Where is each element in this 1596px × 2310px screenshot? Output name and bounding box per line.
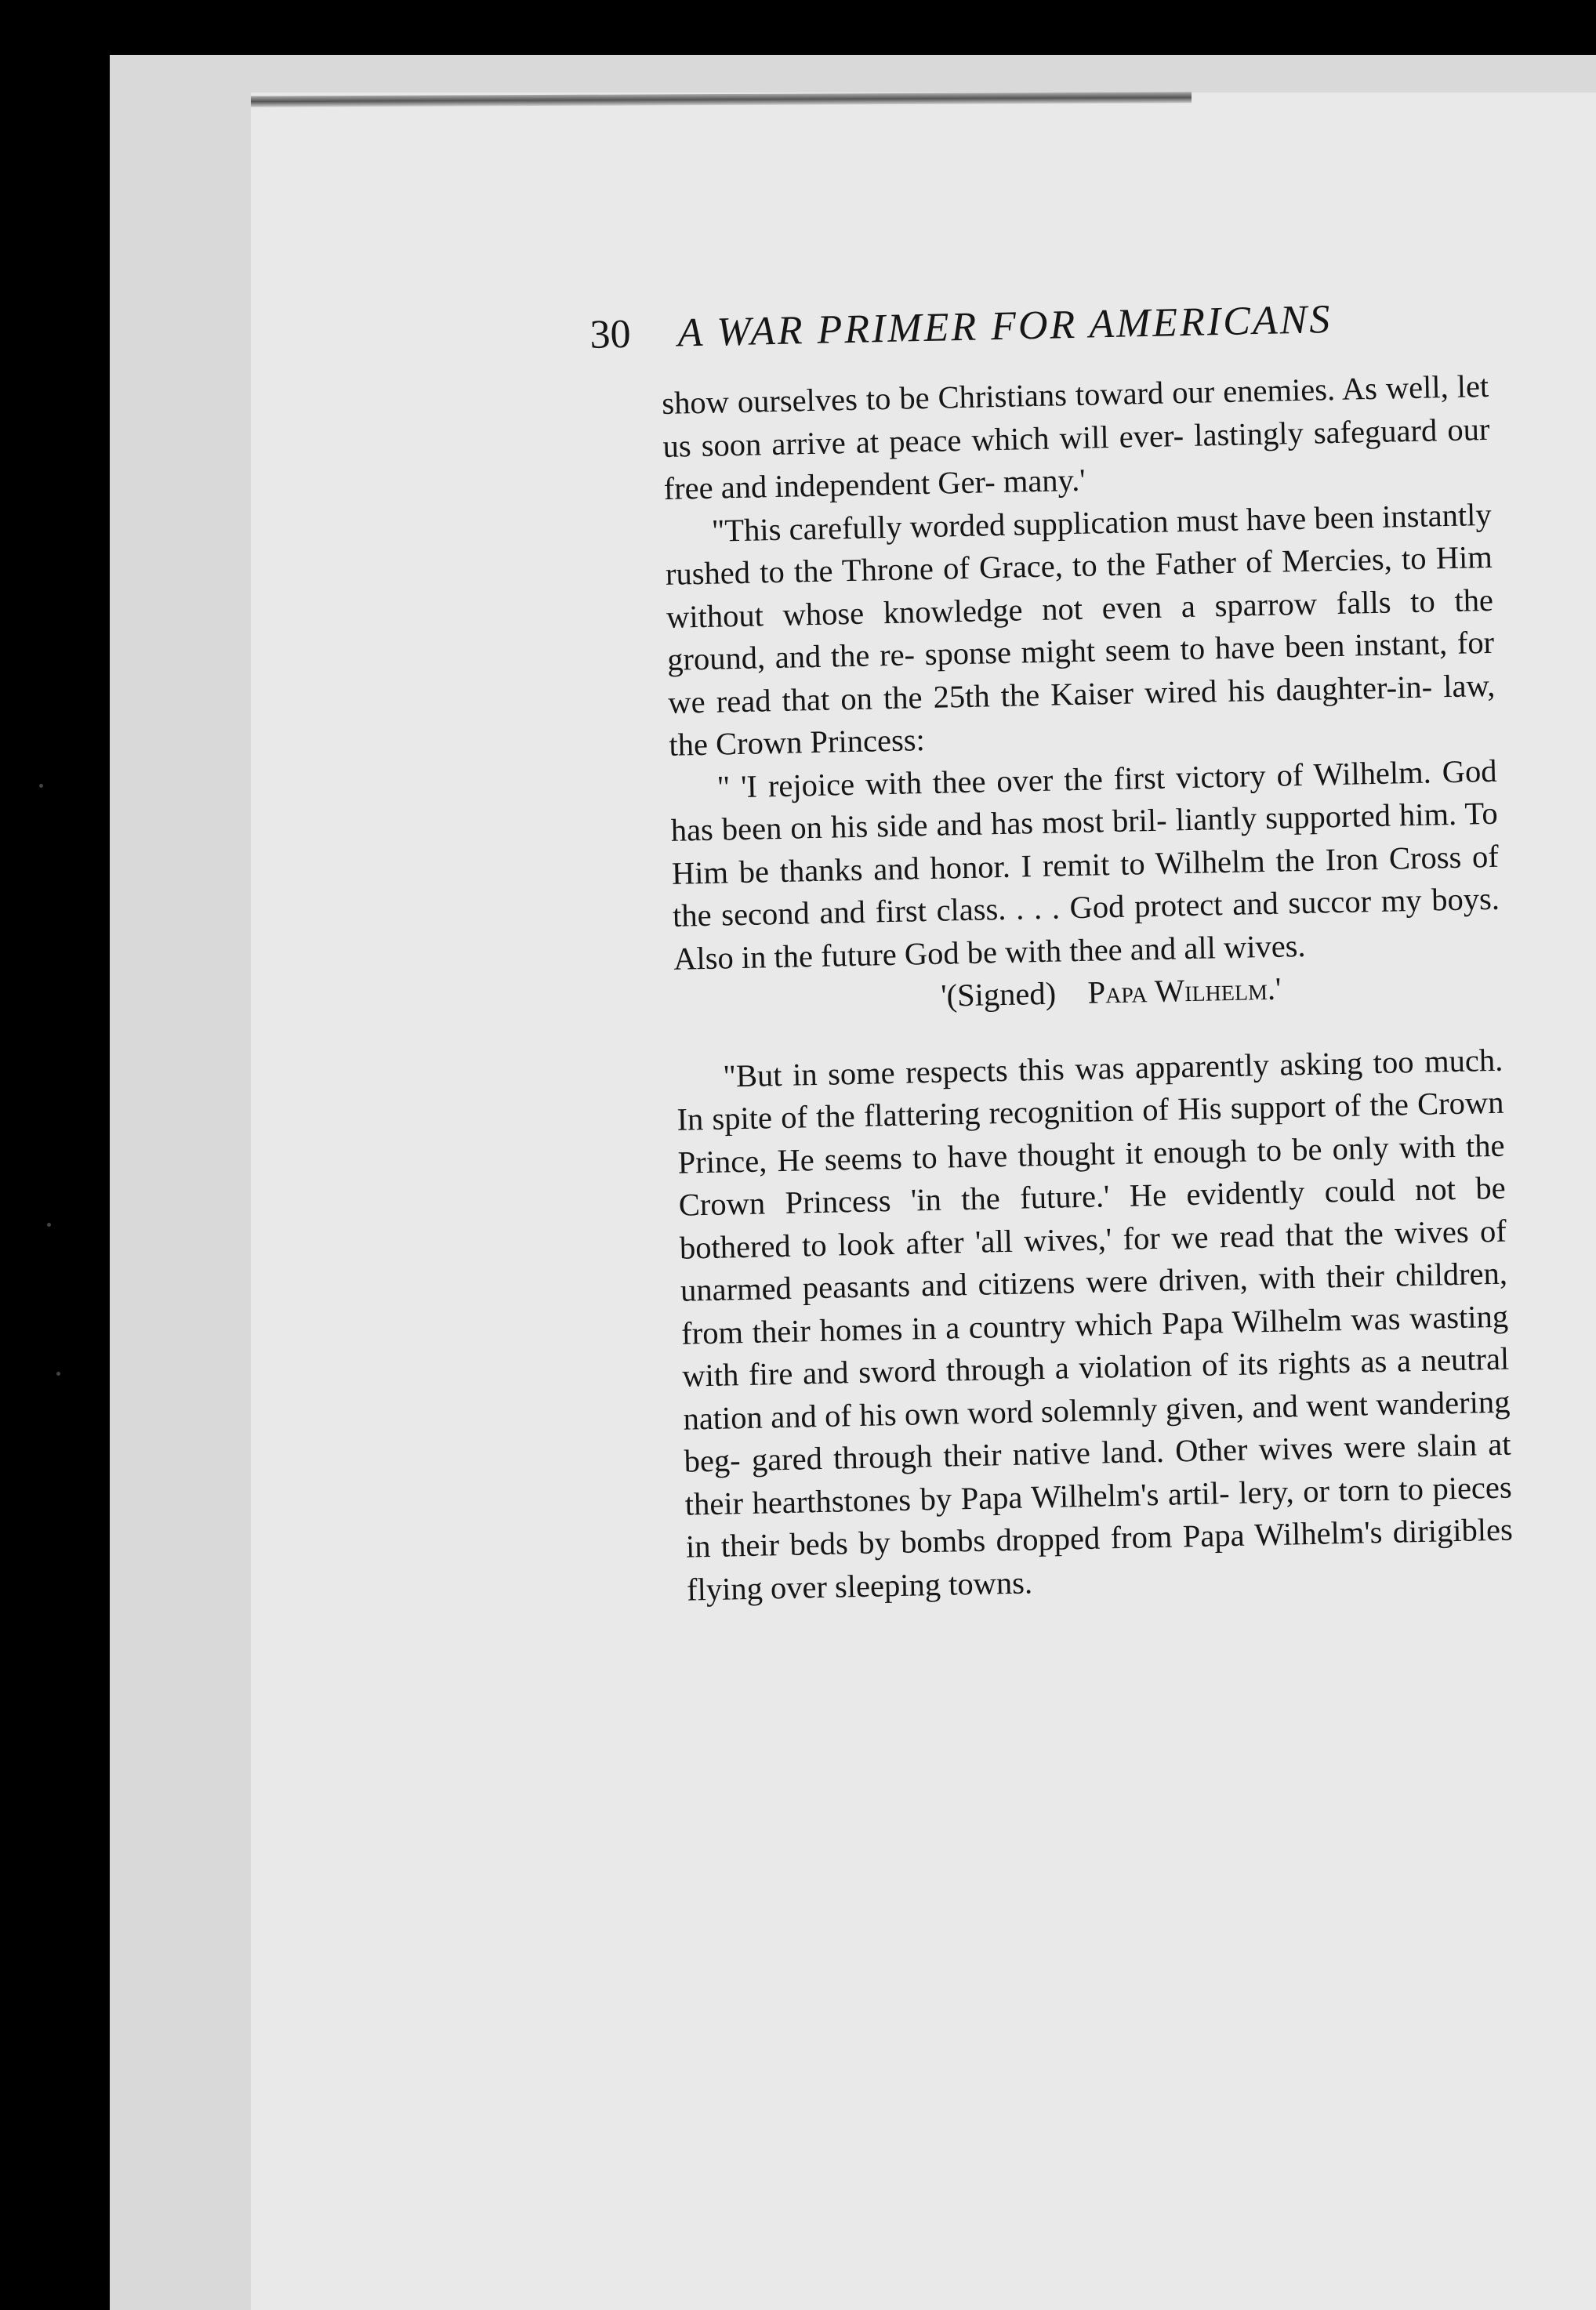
paragraph-telegram: " 'I rejoice with thee over the first victory of Wilhelm. God has been on his side and has most bril- liantly supported him. To Him be thanks and honor. I remit to Wilhelm the Iron Cross of the second and first class. . . . God protect and succor my boys. Also in the future God be with thee and all wives. (670, 752, 1500, 977)
scan-speck (47, 1223, 51, 1227)
running-title: A WAR PRIMER FOR AMERICANS (676, 297, 1333, 356)
paragraph-continuation: show ourselves to be Christians toward our enemies. As well, let us soon arrive at peace which will ever- lastingly safeguard our free and independent Ger- many.' (661, 368, 1490, 506)
scan-speck (39, 784, 43, 788)
signature-name: Papa Wilhelm.' (1087, 970, 1282, 1010)
paragraph-supplication: "This carefully worded supplication must have been instantly rushed to the Throne of Grace, to the Father of Mercies, to Him without whose knowledge not even a sparrow falls to the ground, and the re- sponse might seem to have been instant, for we read that on the 25th the Kaiser wired his daughter-in- law, the Crown Princess: (665, 496, 1496, 763)
page-number: 30 (589, 311, 632, 357)
paragraph-closing: "But in some respects this was apparently asking too much. In spite of the flattering recognition of His support of the Crown Prince, He seems to have thought it enough to be only with the Crown Princess 'in the future.' He evidently could not be bothered to look after 'all wives,' for we read that the wives of unarmed peasants and citizens were driven, with their children, from their homes in a country which Papa Wilhelm was wasting with fire and sword through a violation of its rights as a neutral nation and of his own word solemnly given, and went wandering beg- gared through their native land. Other wives were slain at their hearthstones by Papa Wilhelm's artil- lery, or torn to pieces in their beds by bombs dropped from Papa Wilhelm's dirigibles flying over sleeping towns. (676, 1042, 1514, 1608)
signature-prefix: '(Signed) (940, 975, 1057, 1014)
page-text (589, 296, 1514, 1612)
scan-speck (56, 1372, 60, 1376)
